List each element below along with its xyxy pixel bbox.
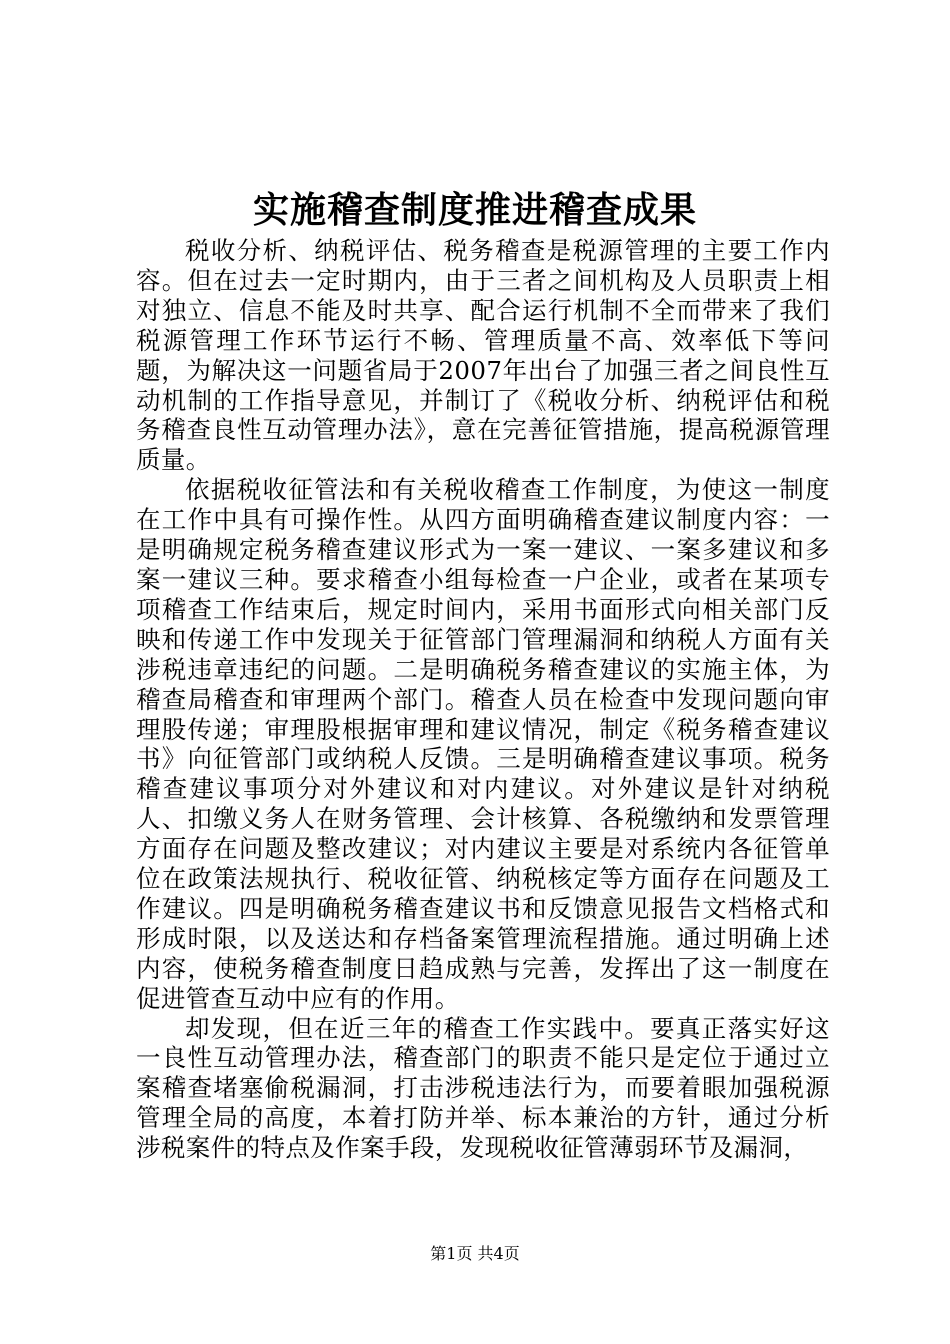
document-body — [136, 236, 830, 1163]
page-footer: 第1页 共4页 — [430, 1244, 520, 1263]
paragraph-3: 却发现，但在近三年的稽查工作实践中。要真正落实好这一良性互动管理办法，稽查部门的职责不能只是定位于通过立案稽查堵塞偷税漏洞，打击涉税违法行为，而要着眼加强税源管理全局的高度，本着打防并举、标本兼治的方针，通过分析涉税案件的特点及作案手段，发现税收征管薄弱环节及漏洞， — [136, 1013, 830, 1163]
document-title: 实施稽查制度推进稽查成果 — [252, 189, 697, 231]
paragraph-1: 税收分析、纳税评估、税务稽查是税源管理的主要工作内容。但在过去一定时期内，由于三者之间机构及人员职责上相对独立、信息不能及时共享、配合运行机制不全而带来了我们税源管理工作环节运行不畅、管理质量不高、效率低下等问题，为解决这一问题省局于2007年出台了加强三者之间良性互动机制的工作指导意见，并制订了《税收分析、纳税评估和税务稽查良性互动管理办法》，意在完善征管措施，提高税源管理质量。 — [136, 236, 830, 475]
paragraph-2: 依据税收征管法和有关税收稽查工作制度，为使这一制度在工作中具有可操作性。从四方面明确稽查建议制度内容：一是明确规定税务稽查建议形式为一案一建议、一案多建议和多案一建议三种。要求稽查小组每检查一户企业，或者在某项专项稽查工作结束后，规定时间内，采用书面形式向相关部门反映和传递工作中发现关于征管部门管理漏洞和纳税人方面有关涉税违章违纪的问题。二是明确税务稽查建议的实施主体，为稽查局稽查和审理两个部门。稽查人员在检查中发现问题向审理股传递；审理股根据审理和建议情况，制定《税务稽查建议书》向征管部门或纳税人反馈。三是明确稽查建议事项。税务稽查建议事项分对外建议和对内建议。对外建议是针对纳税人、扣缴义务人在财务管理、会计核算、各税缴纳和发票管理方面存在问题及整改建议；对内建议主要是对系统内各征管单位在政策法规执行、税收征管、纳税核定等方面存在问题及工作建议。四是明确税务稽查建议书和反馈意见报告文档格式和形成时限，以及送达和存档备案管理流程措施。通过明确上述内容，使税务稽查制度日趋成熟与完善，发挥出了这一制度在促进管查互动中应有的作用。 — [136, 475, 830, 1013]
